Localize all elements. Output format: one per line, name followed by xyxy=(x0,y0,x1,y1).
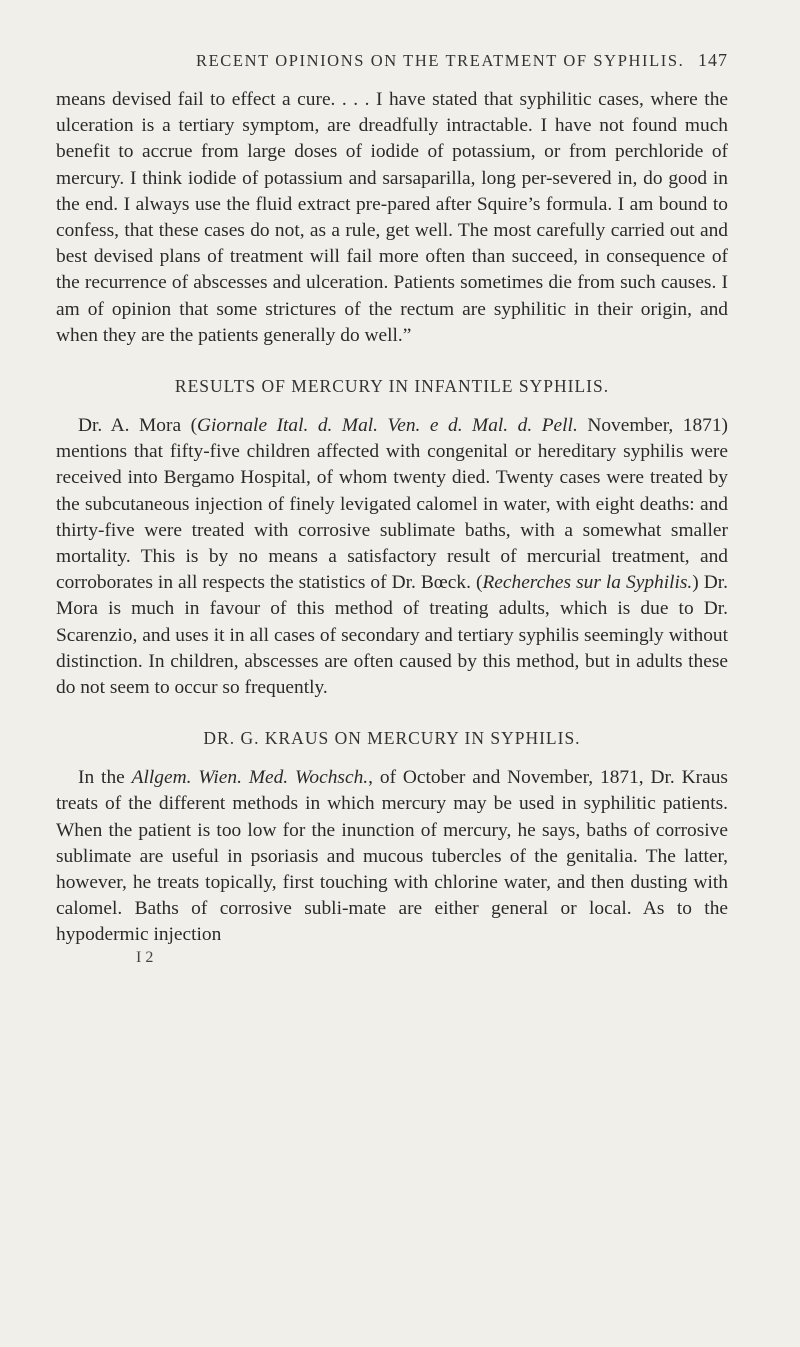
journal-citation-giornale: Giornale Ital. d. Mal. Ven. e d. Mal. d. Pell. xyxy=(197,415,578,437)
section-heading-infantile-syphilis: RESULTS OF MERCURY IN INFANTILE SYPHILIS. xyxy=(174,376,610,397)
kraus-text-end: , of October and November, 1871, Dr. Kraus treats of the different methods in which mercury may be used in syphilitic patients. When the patient is too low for the inunction of mercury, he says, baths of corrosive sublimate are useful in psoriasis and mucous tubercles of the genitalia. The latter, however, he treats topically, first touching with chlorine water, and then dusting with calomel. Baths of corrosive subli-mate are either general or local. As to the hypodermic injection xyxy=(56,767,728,946)
kraus-text-start: In the xyxy=(78,767,132,789)
paragraph-kraus xyxy=(56,765,728,948)
page-number: 147 xyxy=(698,50,728,70)
journal-citation-allgem: Allgem. Wien. Med. Wochsch. xyxy=(131,767,369,789)
book-citation-recherches: Recherches sur la Syphilis. xyxy=(482,572,693,594)
paragraph-continuation: means devised fail to effect a cure. . . . I have stated that syphilitic cases, where the ulceration is a tertiary symptom, are dreadfully intractable. I have not found much benefit to accrue from large doses of iodide of potassium, or from perchloride of mercury. I think iodide of potassium and sarsaparilla, long per-severed in, do good in the end. I always use the fluid extract pre-pared after Squire’s formula. I am bound to confess, that these cases do not, as a rule, get well. The most carefully carried out and best devised plans of treatment will fail more often than succeed, in consequence of the recurrence of abscesses and ulceration. Patients sometimes die from such causes. I am of opinion that some strictures of the rectum are syphilitic in their origin, and when they are the patients generally do well.” xyxy=(56,89,728,346)
paragraph-mora xyxy=(56,413,728,701)
section-heading-kraus: DR. G. KRAUS ON MERCURY IN SYPHILIS. xyxy=(203,728,581,749)
signature-mark: I 2 xyxy=(136,948,154,966)
running-head-title: RECENT OPINIONS ON THE TREATMENT OF SYPHILIS. xyxy=(196,51,685,70)
mora-text-mid: November, 1871) mentions that fifty-five children affected with congenital or hereditary syphilis were received into Bergamo Hospital, of whom twenty died. Twenty cases were treated by the subcutaneous injection of finely levigated calomel in water, with eight deaths: and thirty-five were treated with corrosive sublimate baths, with a somewhat smaller mortality. This is by no means a satisfactory result of mercurial treatment, and corroborates in all respects the statistics of Dr. Bœck. ( xyxy=(56,415,728,594)
running-head xyxy=(196,50,728,71)
mora-text-start: Dr. A. Mora ( xyxy=(78,415,198,437)
mora-text-end: ) Dr. Mora is much in favour of this method of treating adults, which is due to Dr. Scarenzio, and uses it in all cases of secondary and tertiary syphilis seemingly without distinction. In children, abscesses are often caused by this method, but in adults these do not seem to occur so frequently. xyxy=(56,572,728,699)
